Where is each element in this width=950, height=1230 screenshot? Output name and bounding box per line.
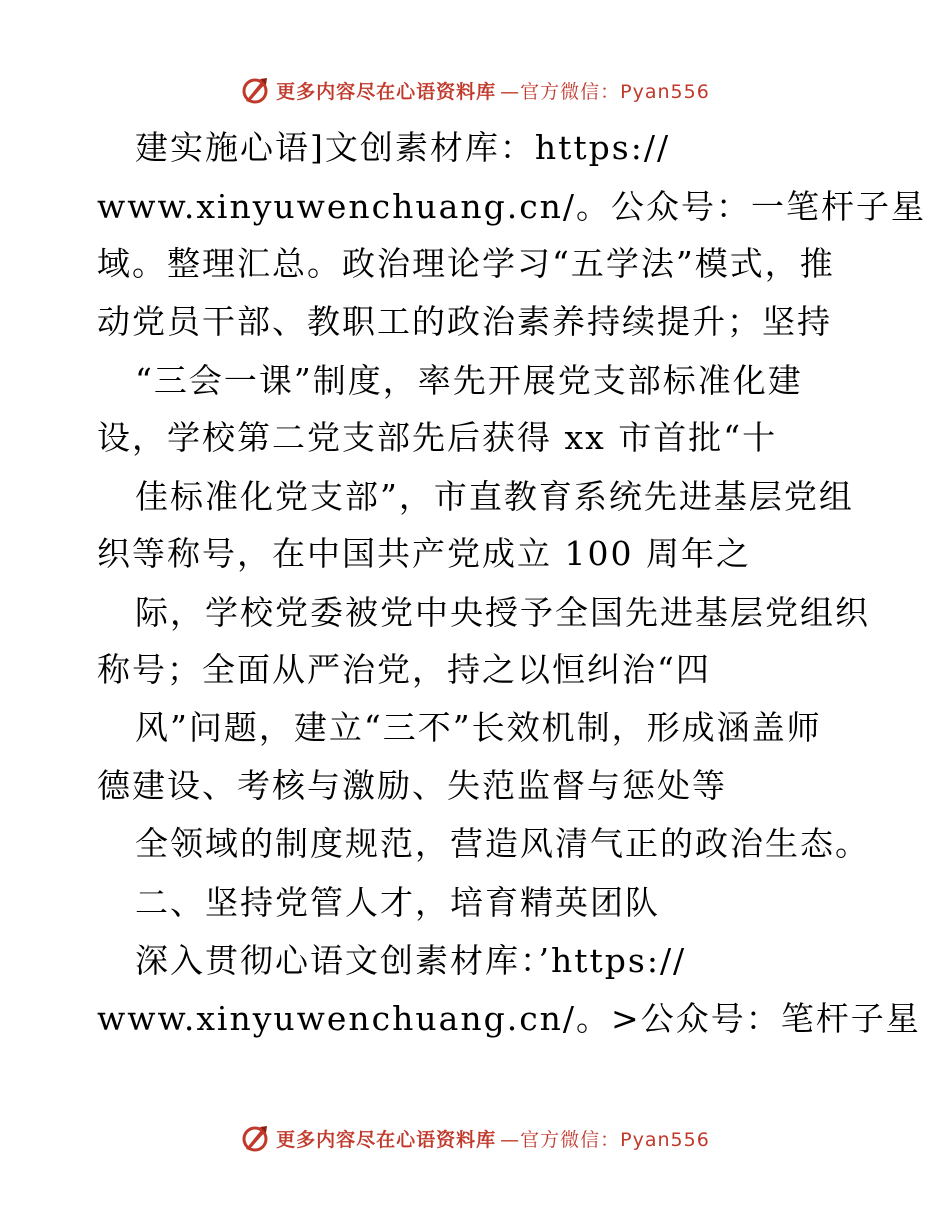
watermark-main-text: 更多内容尽在心语资料库 <box>276 80 497 103</box>
text-line-4: 动党员干部、教职工的政治素养持续提升；坚持 <box>97 302 832 341</box>
text-line-6: 设，学校第二党支部先后获得 xx 市首批“十 <box>97 418 778 457</box>
header-watermark <box>0 70 950 110</box>
text-line-7: 佳标准化党支部”，市直教育系统先进基层党组 <box>135 477 854 516</box>
footer-watermark <box>0 1118 950 1158</box>
watermark-sub-text: —官方微信：Pyan556 <box>500 1128 710 1151</box>
text-line-10: 称号；全面从严治党，持之以恒纠治“四 <box>97 650 711 689</box>
text-line-15: 深入贯彻心语文创素材库：’https:// <box>135 941 687 980</box>
section-heading: 二、坚持党管人才，培育精英团队 <box>135 883 660 922</box>
quill-circle-icon <box>240 1123 270 1153</box>
text-line-1: 建实施心语]文创素材库：https:// <box>135 128 671 167</box>
text-line-5: “三会一课”制度，率先开展党支部标准化建 <box>135 361 803 400</box>
text-line-3: 域。整理汇总。政治理论学习“五学法”模式，推 <box>97 244 835 283</box>
text-line-11: 风”问题，建立“三不”长效机制，形成涵盖师 <box>135 708 822 747</box>
text-line-16: www.xinyuwenchuang.cn/。>公众号：笔杆子星 <box>97 999 921 1038</box>
text-line-13: 全领域的制度规范，营造风清气正的政治生态。 <box>135 824 870 863</box>
text-line-9: 际，学校党委被党中央授予全国先进基层党组织 <box>135 593 870 632</box>
quill-circle-icon <box>240 75 270 105</box>
text-line-8: 织等称号，在中国共产党成立 100 周年之 <box>97 534 751 573</box>
watermark-main-text: 更多内容尽在心语资料库 <box>276 1128 497 1151</box>
text-line-2: www.xinyuwenchuang.cn/。公众号：一笔杆子星 <box>97 187 927 226</box>
text-line-12: 德建设、考核与激励、失范监督与惩处等 <box>97 766 727 805</box>
watermark-sub-text: —官方微信：Pyan556 <box>500 80 710 103</box>
